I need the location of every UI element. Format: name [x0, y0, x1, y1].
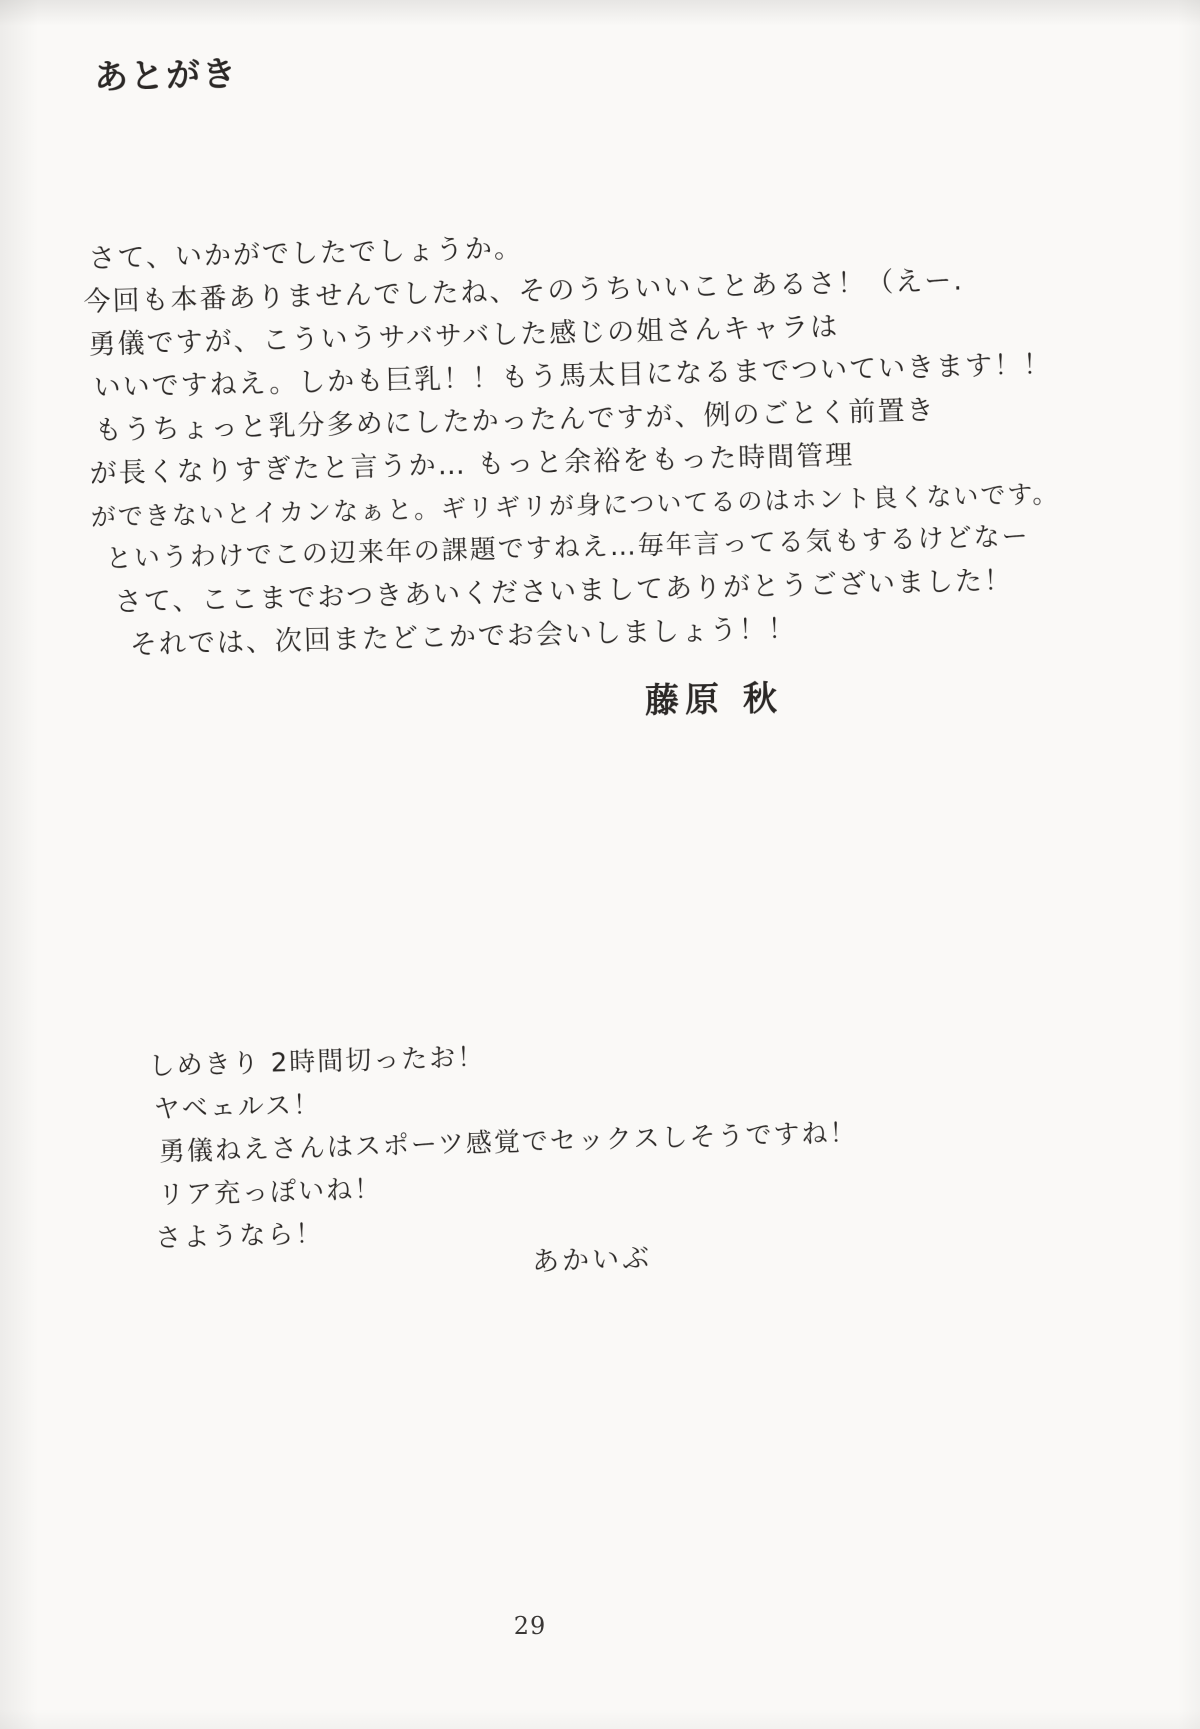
guest-comment-line: リア充っぽいね！ — [157, 1174, 383, 1211]
afterword-line: というわけでこの辺来年の課題ですねえ…毎年言ってる気もするけどなー — [105, 521, 1030, 575]
afterword-line: もうちょっと乳分多めにしたかったんですが、例のごとく前置き — [94, 395, 936, 447]
afterword-text-block — [80, 213, 1110, 668]
afterword-title: あとがき — [93, 54, 239, 98]
afterword-line: 今回も本番ありませんでしたね、そのうちいいことあるさ！（えー. — [83, 265, 965, 318]
guest-comment-block — [148, 1023, 974, 1261]
guest-comment-line: ヤベェルス！ — [153, 1090, 322, 1125]
afterword-line: が長くなりすぎたと言うか… もっと余裕をもった時間管理 — [89, 440, 855, 490]
afterword-line: いいですねえ。しかも巨乳！！もう馬太目になるまでついていきます！！ — [93, 349, 1053, 404]
guest-signature: あかいぶ — [531, 1242, 653, 1279]
guest-comment-line: 勇儀ねえさんはスポーツ感覚でセックスしそうですね！ — [158, 1118, 858, 1168]
afterword-line: それでは、次回またどこかでお会いしましょう！！ — [129, 613, 798, 661]
afterword-line: ができないとイカンなぁと。ギリギリが身についてるのはホント良くないです。 — [90, 479, 1060, 532]
guest-comment-line: しめきり 2時間切ったお！ — [148, 1042, 486, 1082]
author-signature: 藤原 秋 — [644, 678, 784, 722]
page-number: 29 — [513, 1612, 547, 1640]
afterword-line: さて、いかがでしたでしょうか。 — [88, 233, 524, 275]
guest-comment-line: さようなら！ — [154, 1219, 324, 1254]
afterword-line: 勇儀ですが、こういうサバサバした感じの姐さんキャラは — [88, 311, 840, 361]
afterword-line: さて、ここまでおつきあいくださいましてありがとうございました！ — [114, 565, 1014, 619]
